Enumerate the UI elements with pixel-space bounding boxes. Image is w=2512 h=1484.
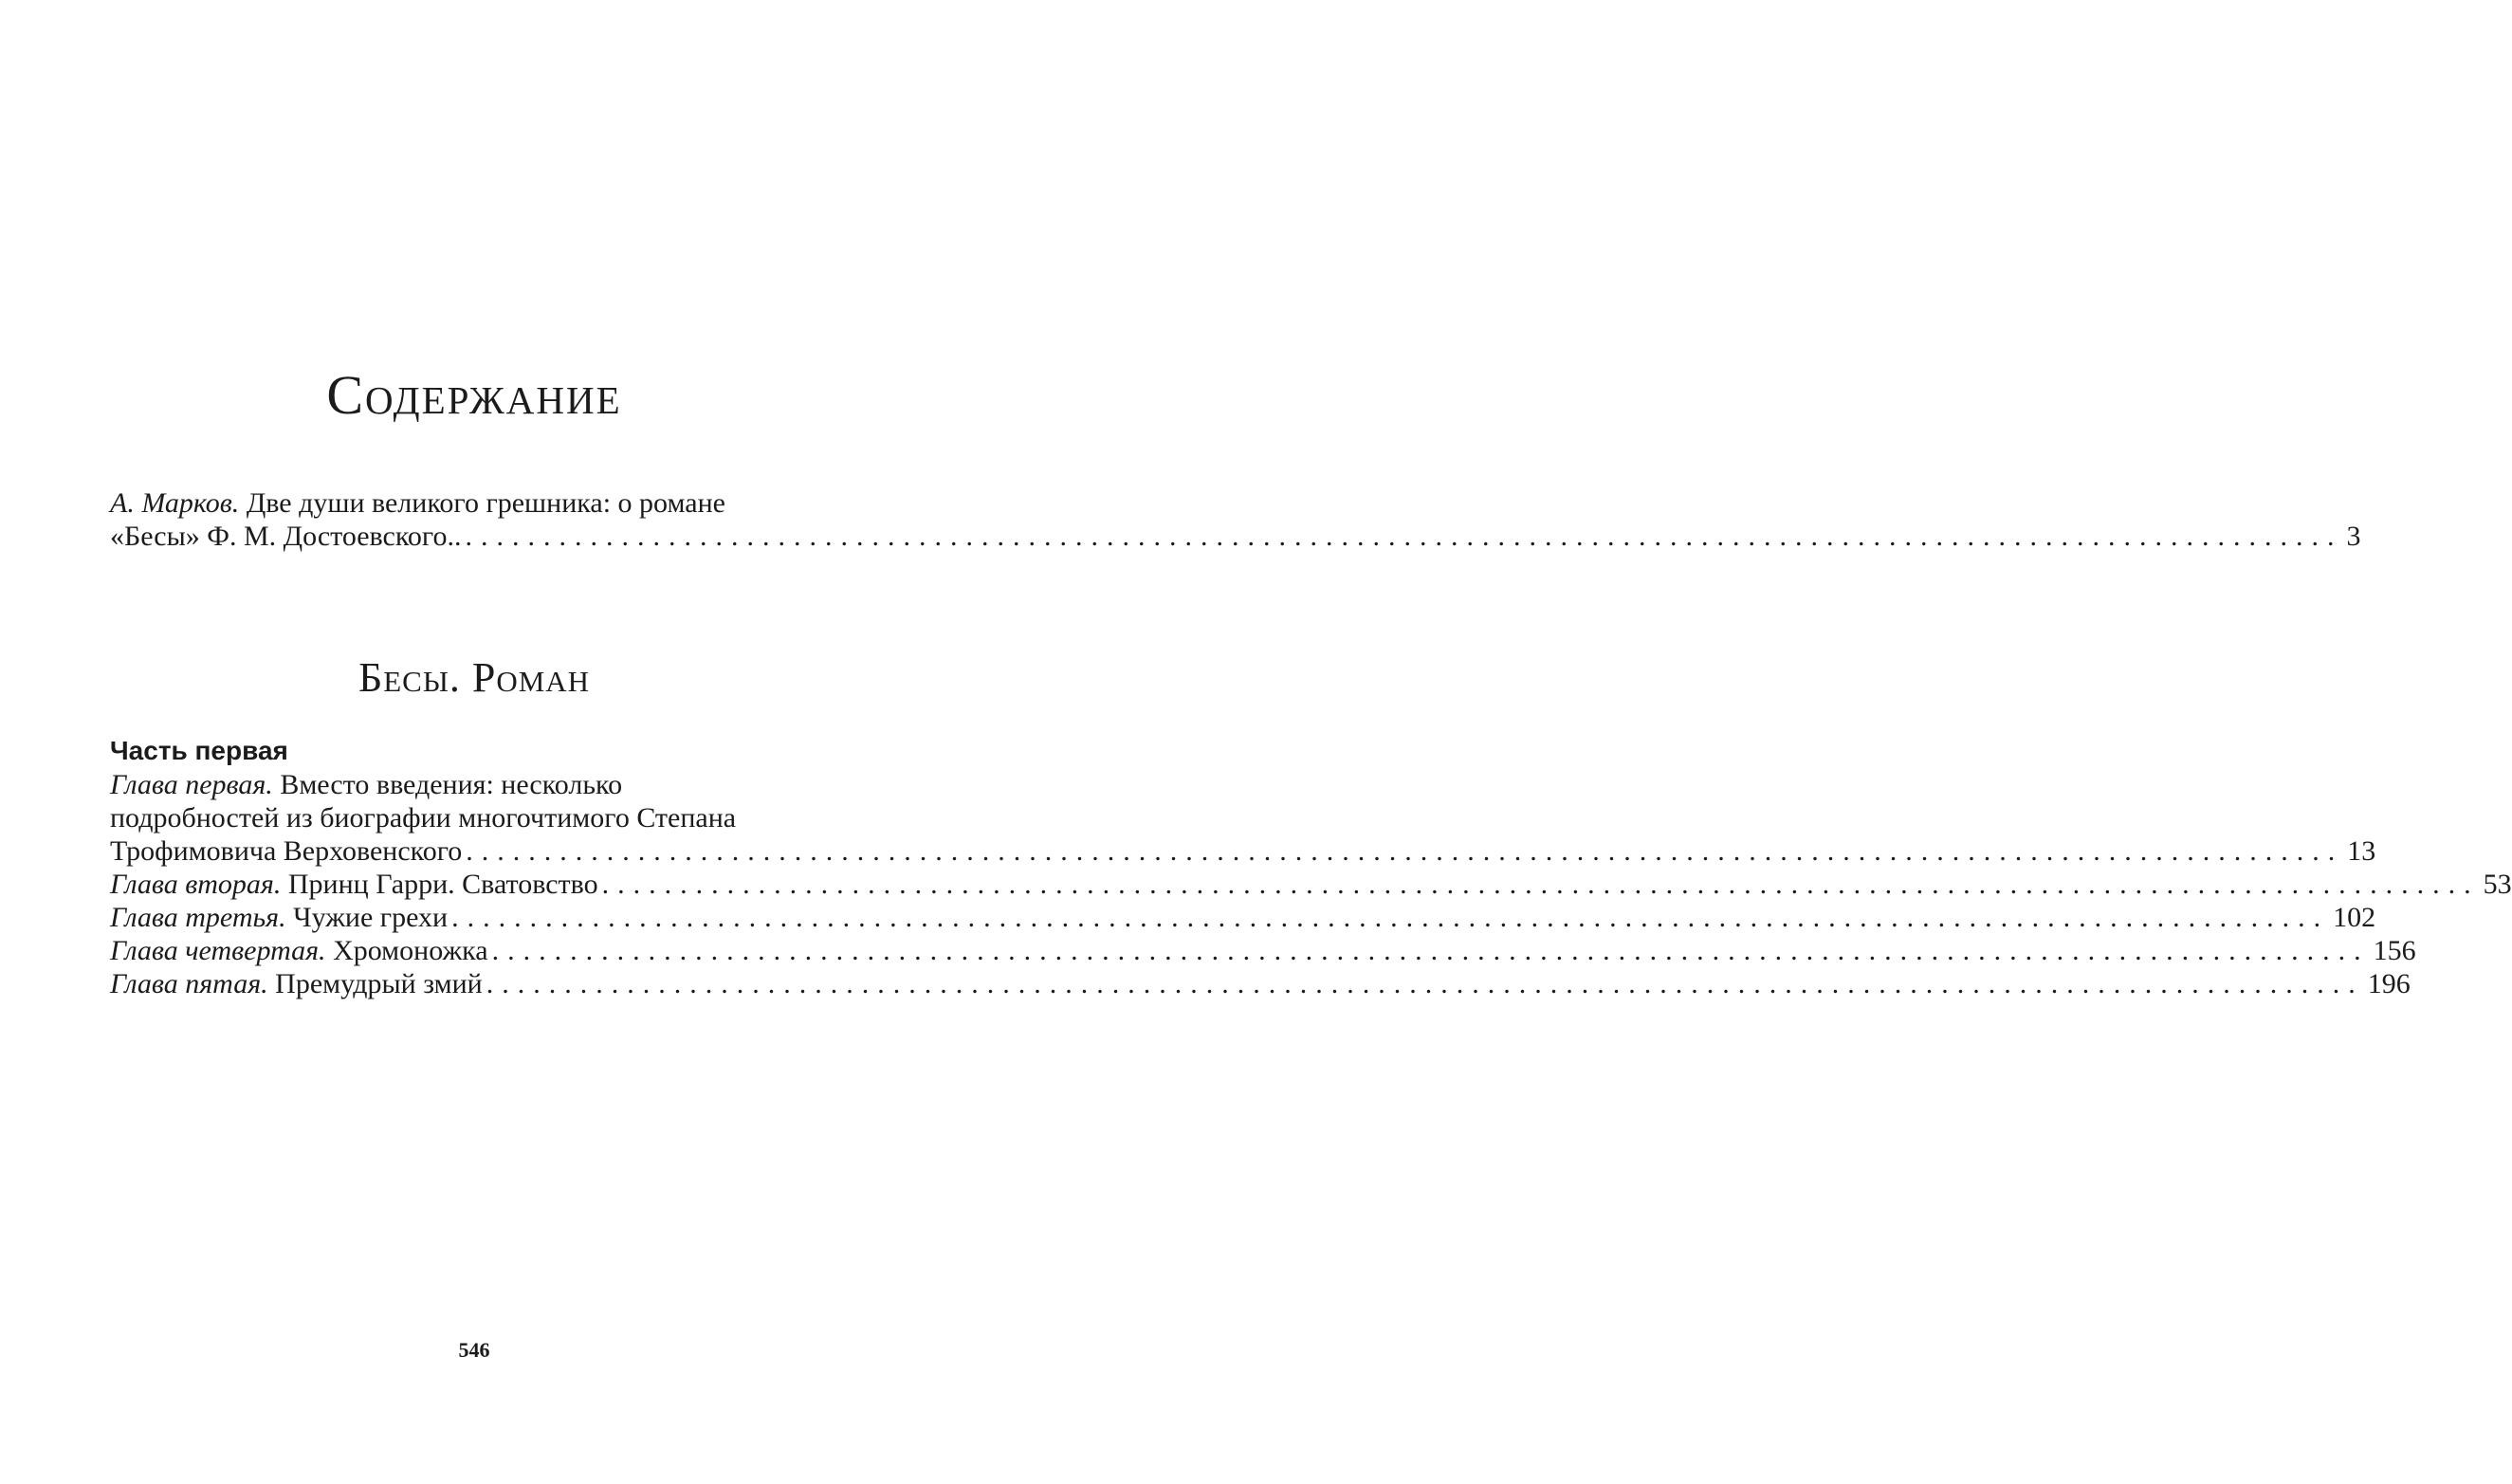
chapter-title: Чужие грехи <box>293 902 449 933</box>
intro-page-number: 3 <box>2346 521 2361 552</box>
chapter-label: Глава четвертая. <box>110 935 326 966</box>
dot-leader: ........................................................................................................................ <box>465 521 2343 552</box>
chapter-text <box>110 934 488 967</box>
chapter-page-number: 13 <box>2347 835 2376 867</box>
intro-line-2 <box>110 520 2361 553</box>
chapter-page-number: 102 <box>2333 902 2376 933</box>
chapter-1-line-2: подробностей из биографии многочтимого Степана <box>110 802 737 834</box>
chapter-page-number: 156 <box>2373 935 2416 966</box>
part-one-contents <box>110 734 2512 1000</box>
intro-line-1 <box>110 486 857 520</box>
intro-author: А. Марков. <box>110 487 240 519</box>
chapter-title: Премудрый змий <box>275 968 483 999</box>
chapter-1-line-1 <box>110 768 857 801</box>
chapter-page-number: 53 <box>2483 869 2512 900</box>
dot-leader: ........................................................................................................................ <box>491 935 2370 966</box>
chapter-entry-4[interactable] <box>110 934 2416 967</box>
chapter-page-number: 196 <box>2367 968 2411 999</box>
chapter-title: Принц Гарри. Сватовство <box>287 869 598 900</box>
toc-title: Содержание <box>326 364 622 426</box>
novel-title: Бесы. Роман <box>358 654 591 701</box>
chapter-text <box>110 967 483 1000</box>
chapter-label: Глава третья. <box>110 902 286 933</box>
chapter-title-end: Трофимовича Верховенского <box>110 835 463 867</box>
chapter-1-line-3 <box>110 834 2376 868</box>
chapter-label: Глава первая. <box>110 769 273 800</box>
dot-leader: ........................................................................................................................ <box>466 835 2344 867</box>
chapter-title: Вместо введения: несколько <box>280 769 623 800</box>
chapter-entry-1[interactable] <box>110 768 2376 868</box>
intro-title-part-1: Две души великого грешника: о романе <box>246 487 725 519</box>
chapter-entry-5[interactable] <box>110 967 2411 1000</box>
chapter-text <box>110 868 598 901</box>
chapter-label: Глава пятая. <box>110 968 268 999</box>
page-number: 546 <box>458 1338 490 1362</box>
dot-leader: ........................................................................................................................ <box>601 869 2480 900</box>
chapter-entry-2[interactable] <box>110 868 2512 901</box>
chapter-title: Хромоножка <box>333 935 488 966</box>
chapter-entry-3[interactable] <box>110 901 2376 934</box>
chapter-text <box>110 901 448 934</box>
part-heading: Часть первая <box>110 736 288 765</box>
chapter-label: Глава вторая. <box>110 869 282 900</box>
intro-entry[interactable] <box>110 486 2361 553</box>
dot-leader: ........................................................................................................................ <box>451 902 2330 933</box>
dot-leader: ........................................................................................................................ <box>486 968 2364 999</box>
intro-title-part-2: «Бесы» Ф. М. Достоевского.. <box>110 521 462 552</box>
